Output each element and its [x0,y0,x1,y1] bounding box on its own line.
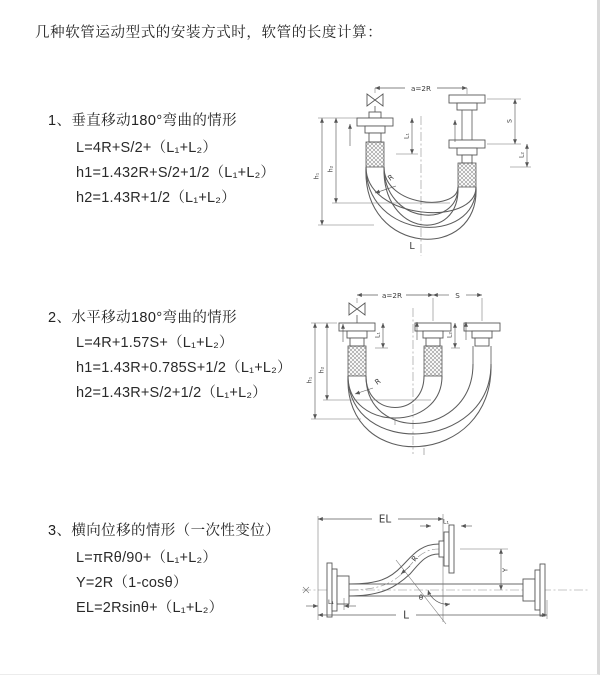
dim-label-h2: h₂ [318,366,326,374]
dim-h1 [314,118,375,225]
dim-label-s: S [455,290,460,300]
right-flange-upper [449,95,485,110]
dim-label-el: EL [378,513,392,526]
dim-label-l-bottom: L [409,241,415,252]
left-flange [339,323,375,346]
section-3-formula-el: EL=2Rsinθ+（L₁+L₂） [76,600,224,616]
braided-hose-section-left [348,346,366,376]
braided-hose-section-right [458,163,476,187]
right-flange [523,564,545,616]
diagram-lateral-displacement [298,500,596,655]
section-1-formula-l: L=4R+S/2+（L₁+L₂） [76,140,218,156]
diagram-vertical-180-bend [312,72,552,260]
dim-label-r: R [409,553,420,564]
dim-label-s: S [506,119,514,123]
upper-right-flange [439,525,454,573]
dim-label-l1-top: L₁ [443,518,449,526]
dim-label-l1: L₁ [374,332,382,338]
section-1-formula-h1: h1=1.432R+S/2+1/2（L₁+L₂） [76,165,276,181]
valve-icon [367,94,383,112]
page-title: 几种软管运动型式的安装方式时，软管的长度计算： [35,25,383,41]
section-2-formula-h1: h1=1.43R+0.785S+1/2（L₁+L₂） [76,360,292,376]
section-1-heading: 1、垂直移动180°弯曲的情形 [48,113,238,129]
dim-l2 [510,144,531,167]
dim-label-r: R [385,172,396,183]
section-2-heading: 2、水平移动180°弯曲的情形 [48,310,238,326]
radius-callout [375,172,396,193]
dim-label-l: L [403,609,409,622]
dim-s [487,99,521,144]
dim-label-h2: h₂ [327,165,335,173]
valve-icon [349,303,365,323]
section-3-heading: 3、横向位移的情形（一次性变位） [48,523,280,539]
dim-label-l1-bottom: L₁ [328,599,334,606]
right-flange-displaced [464,323,500,346]
braided-hose-section-middle [424,346,442,376]
diagram-horizontal-180-bend [303,282,595,462]
dim-label-l2: L₂ [446,332,454,338]
left-flange [327,563,349,617]
dim-label-h1: h₁ [313,172,321,180]
dim-label-h1: h₁ [306,376,314,384]
left-flange [357,112,393,142]
section-3-formula-l: L=πRθ/90+（L₁+L₂） [76,550,218,566]
s-curve-hose [349,544,439,596]
dim-label-theta: θ [418,593,424,602]
dim-s [433,291,482,300]
dim-l1 [375,323,389,348]
dim-label-l2: L₂ [518,152,526,158]
u-bend-hose [348,364,491,447]
dim-label-y: Y [500,567,510,573]
dim-label-a2r: a=2R [411,83,431,93]
dim-a-2r [357,291,433,300]
dim-label-r: R [372,376,383,387]
dim-label-a2r: a=2R [382,290,402,300]
braided-hose-section-left [366,142,384,167]
section-3-formula-y: Y=2R（1-cosθ） [76,575,188,591]
section-2-formula-l: L=4R+1.57S+（L₁+L₂） [76,335,234,351]
theta-angle [419,590,450,604]
section-2-formula-h2: h2=1.43R+S/2+1/2（L₁+L₂） [76,385,267,401]
dim-l1 [396,118,418,154]
dim-l [318,600,547,622]
dim-label-l1: L₁ [403,133,411,139]
right-flange-lower [449,140,485,163]
section-1-formula-h2: h2=1.43R+1/2（L₁+L₂） [76,190,236,206]
dim-l1-top [420,519,472,527]
dim-a-2r [375,84,467,94]
